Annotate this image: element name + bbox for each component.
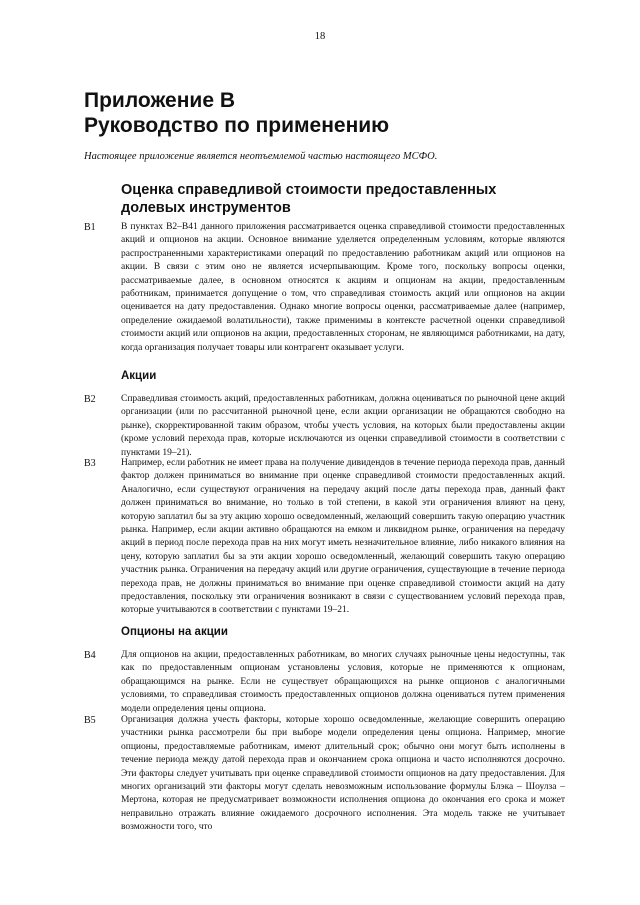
paragraph-number-b3: B3 xyxy=(84,458,96,469)
paragraph-b2: Справедливая стоимость акций, предоставленных работникам, должна оцениваться по рыночной цене акций организации (или по рассчитанной рыночной цене, если акции организации не обращаются свободно на рынке), скорректированной таким образом, чтобы учесть условия, на которых были предоставлены акции (кроме условий перехода прав, которые исключаются из оценки справедливой стоимости в соответствии с пунктами 19–21). xyxy=(121,394,565,458)
section-heading: Оценка справедливой стоимости предоставленных долевых инструментов xyxy=(121,182,497,216)
intro-note: Настоящее приложение является неотъемлемой частью настоящего МСФО. xyxy=(84,151,438,162)
paragraph-b3: Например, если работник не имеет права на получение дивидендов в течение периода перехода прав, данный фактор должен приниматься во внимание при оценке справедливой стоимости предоставленных акций. Аналогично, если существуют ограничения на передачу акций после даты перехода прав, данный факт должен приниматься во внимание, но только в той степени, в какой эти ограничения влияют на цену, которую заплатил бы за эту акцию хорошо осведомленный, желающий совершить такую операцию участник рынка. Например, если акции активно обращаются на емком и ликвидном рынке, ограничения на передачу акций в период после перехода прав на них могут иметь незначительное влияние, либо никакого влияния на цену, которую заплатил бы за эти акции хорошо осведомленный, желающий совершить такую операцию участник рынка. Ограничения на передачу акций или другие ограничения, существующие в течение периода перехода прав, не должны приниматься во внимание при оценке справедливой стоимости акций на дату предоставления, поскольку эти ограничения возникают в связи с существованием условий перехода прав, которые учитываются в соответствии с пунктами 19–21. xyxy=(121,458,565,616)
paragraph-b1: В пунктах B2–B41 данного приложения рассматривается оценка справедливой стоимости предоставленных акций и опционов на акции. Основное внимание уделяется определенным условиям, которые являются распространенными характеристиками операций по предоставлению работникам акций или опционов на акции. В связи с этим оно не является исчерпывающим. Кроме того, поскольку вопросы оценки, рассматриваемые далее, в основном относятся к акциям и опционам на акции, предоставленным работникам, принимается допущение о том, что справедливая стоимость акций или опционов на акции оценивается на дату предоставления. Однако многие вопросы оценки, рассматриваемые далее (например, определение ожидаемой волатильности), также применимы в контексте расчетной оценки справедливой стоимости акций или опционов на акции, предоставленных сторонам, не являющимся работниками, на дату, когда организация получает товары или контрагент оказывает услуги. xyxy=(121,222,565,353)
paragraph-b4: Для опционов на акции, предоставленных работникам, во многих случаях рыночные цены недоступны, так как по предоставленным опционам установлены условия, которые не применяются к опционам, обращающимся на рынке. Если не существует обращающихся на рынке опционов с аналогичными условиями, то справедливая стоимость предоставленных опционов должна оцениваться путем применения модели определения цены опциона. xyxy=(121,650,565,714)
subheading-options: Опционы на акции xyxy=(121,626,228,638)
subheading-shares: Акции xyxy=(121,370,157,382)
appendix-title-line-1: Приложение В xyxy=(84,89,236,112)
paragraph-number-b1: B1 xyxy=(84,222,96,233)
paragraph-number-b2: B2 xyxy=(84,394,96,405)
page-number: 18 xyxy=(314,31,326,42)
appendix-title-line-2: Руководство по применению xyxy=(84,114,390,137)
paragraph-number-b4: B4 xyxy=(84,650,96,661)
paragraph-number-b5: B5 xyxy=(84,715,96,726)
paragraph-b5: Организация должна учесть факторы, которые хорошо осведомленные, желающие совершить операцию участники рынка рассмотрели бы при выборе модели определения цены опциона. Например, многие опционы, предоставляемые работникам, имеют длительный срок; обычно они могут быть исполнены в течение периода между датой перехода прав и окончанием срока опциона и часто исполняются досрочно. Эти факторы следует учитывать при оценке справедливой стоимости опционов на дату предоставления. Для многих организаций эти факторы могут сделать невозможным использование формулы Блэка – Шоулза – Мертона, которая не предусматривает возможности исполнения опциона до окончания его срока и может неправильно отражать влияние ожидаемого досрочного исполнения. Эта модель также не учитывает возможности того, что xyxy=(121,715,565,833)
appendix-title xyxy=(84,88,389,138)
